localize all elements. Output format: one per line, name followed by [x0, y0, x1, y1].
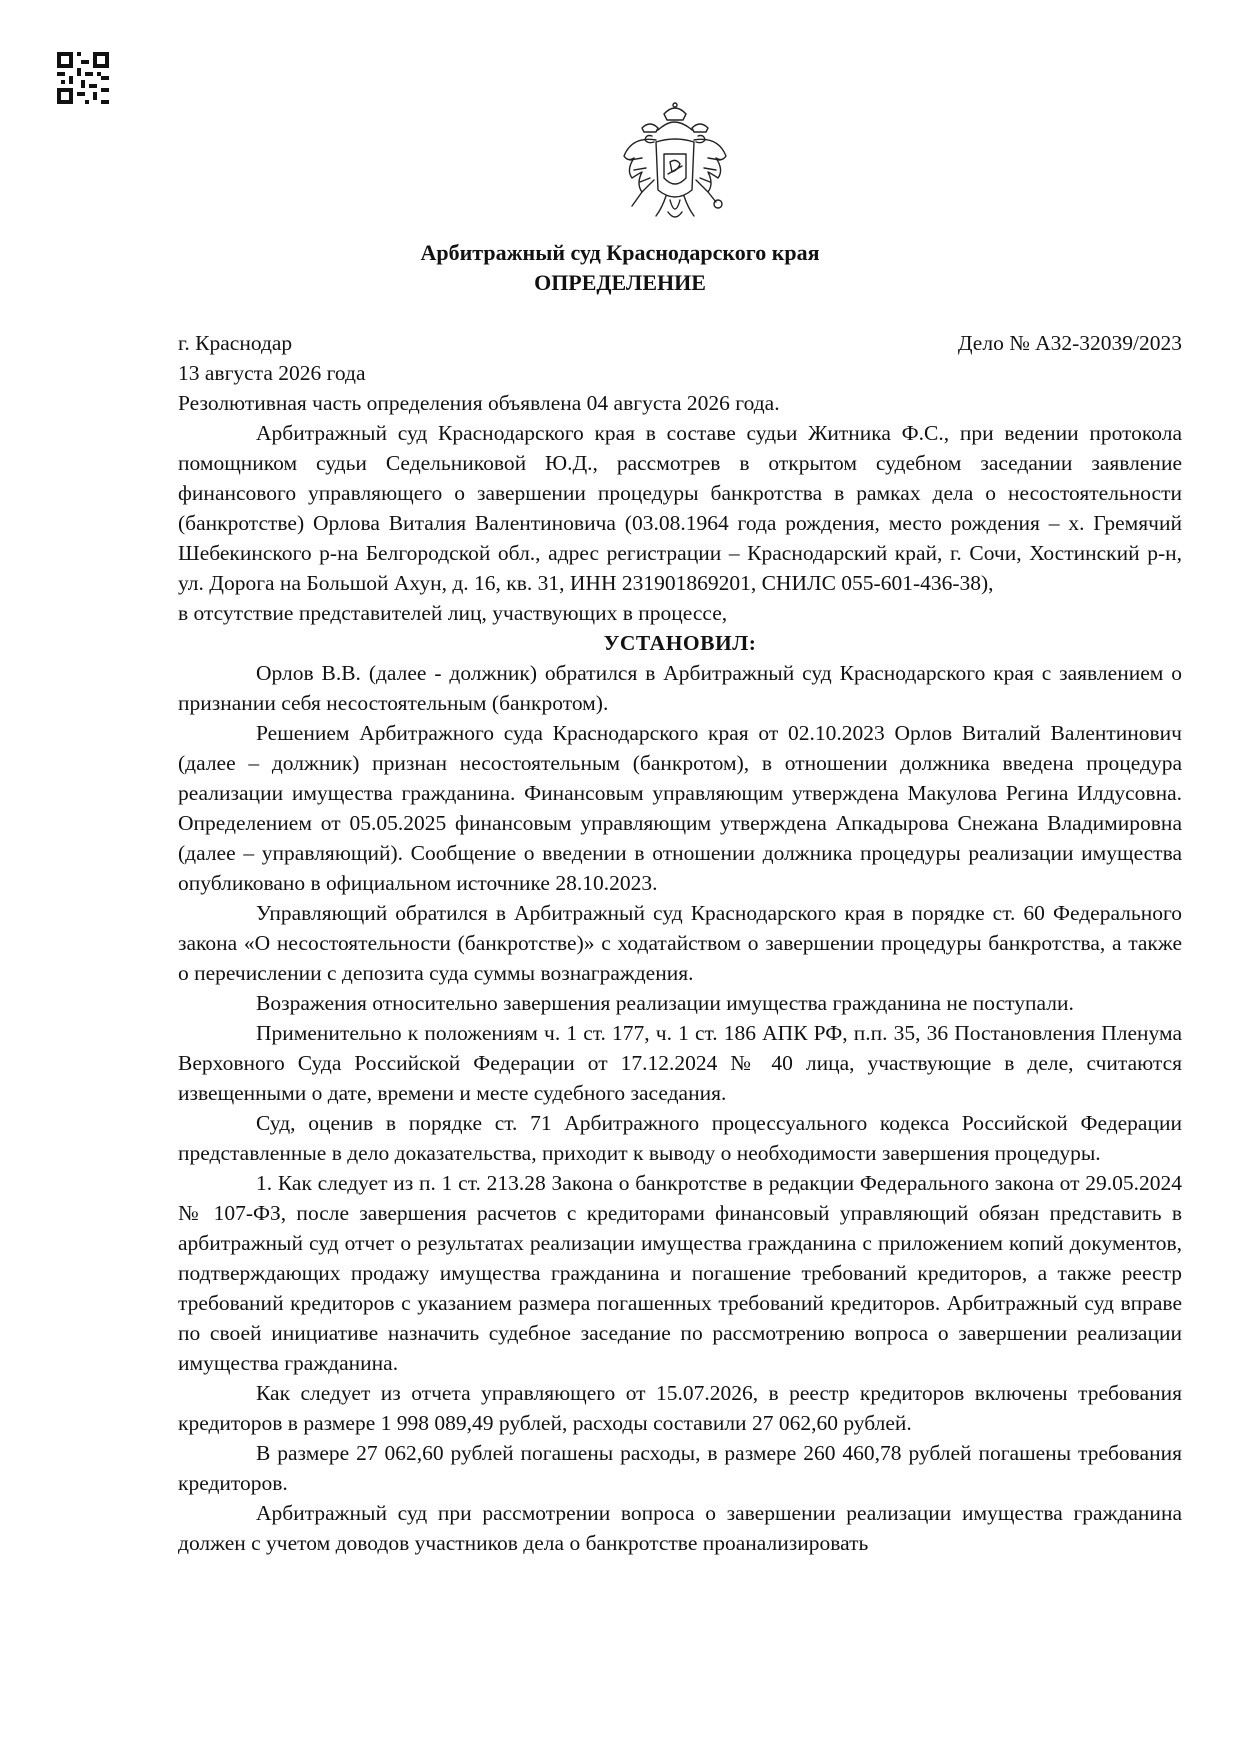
- document-title: ОПРЕДЕЛЕНИЕ: [534, 270, 706, 295]
- resolution-note: Резолютивная часть определения объявлена 04 августа 2026 года.: [178, 391, 780, 415]
- city: г. Краснодар: [178, 331, 293, 355]
- document-body: [178, 328, 1182, 1558]
- location-case-row: [178, 328, 1182, 358]
- body-paragraph: Как следует из отчета управляющего от 15.07.2026, в реестр кредиторов включены требования кредиторов в размере 1 998 089,49 рублей, расходы составили 27 062,60 рублей.: [178, 1381, 1182, 1435]
- court-name: Арбитражный суд Краснодарского края: [420, 240, 820, 265]
- body-paragraph: В размере 27 062,60 рублей погашены расходы, в размере 260 460,78 рублей погашены требования кредиторов.: [178, 1441, 1182, 1495]
- intro-paragraph: Арбитражный суд Краснодарского края в составе судьи Житника Ф.С., при ведении протокола помощником судьи Седельниковой Ю.Д., рассмотрев в открытом судебном заседании заявление финансового управляющего о завершении процедуры банкротства в рамках дела о несостоятельности (банкротстве) Орлова Виталия Валентиновича (03.08.1964 года рождения, место рождения – х. Гремячий Шебекинского р-на Белгородской обл., адрес регистрации – Краснодарский край, г. Сочи, Хостинский р-н, ул. Дорога на Большой Ахун, д. 16, кв. 31, ИНН 231901869201, СНИЛС 055-601-436-38),: [178, 421, 1182, 595]
- body-paragraph: Управляющий обратился в Арбитражный суд Краснодарского края в порядке ст. 60 Федерального закона «О несостоятельности (банкротстве)» с ходатайством о завершении процедуры банкротства, а также о перечислении с депозита суда суммы вознаграждения.: [178, 901, 1182, 985]
- case-number: Дело № А32-32039/2023: [957, 331, 1182, 355]
- body-paragraph: Применительно к положениям ч. 1 ст. 177, ч. 1 ст. 186 АПК РФ, п.п. 35, 36 Постановления Пленума Верховного Суда Российской Федерации от 17.12.2024 № 40 лица, участвующие в деле, считаются извещенными о дате, времени и месте судебного заседания.: [178, 1021, 1182, 1105]
- body-paragraph: Суд, оценив в порядке ст. 71 Арбитражного процессуального кодекса Российской Федерации представленные в дело доказательства, приходит к выводу о необходимости завершения процедуры.: [178, 1111, 1182, 1165]
- body-paragraph: Арбитражный суд при рассмотрении вопроса о завершении реализации имущества гражданина должен с учетом доводов участников дела о банкротстве проанализировать: [178, 1501, 1182, 1555]
- body-paragraph: Возражения относительно завершения реализации имущества гражданина не поступали.: [256, 991, 1074, 1015]
- qr-code: [57, 52, 109, 104]
- document-date: 13 августа 2026 года: [178, 361, 366, 385]
- section-heading: УСТАНОВИЛ:: [603, 631, 757, 655]
- body-paragraph: Решением Арбитражного суда Краснодарского края от 02.10.2023 Орлов Виталий Валентинович (далее – должник) признан несостоятельным (банкротом), в отношении должника введена процедура реализации имущества гражданина. Финансовым управляющим утверждена Макулова Регина Илдусовна. Определением от 05.05.2025 финансовым управляющим утверждена Апкадырова Снежана Владимировна (далее – управляющий). Сообщение о введении в отношении должника процедуры реализации имущества опубликовано в официальном источнике 28.10.2023.: [178, 721, 1182, 895]
- absence-note: в отсутствие представителей лиц, участвующих в процессе,: [178, 601, 728, 625]
- body-paragraph: 1. Как следует из п. 1 ст. 213.28 Закона о банкротстве в редакции Федерального закона от 29.05.2024 № 107-ФЗ, после завершения расчетов с кредиторами финансовый управляющий обязан представить в арбитражный суд отчет о результатах реализации имущества гражданина с приложением копий документов, подтверждающих продажу имущества гражданина и погашение требований кредиторов, а также реестр требований кредиторов с указанием размера погашенных требований кредиторов. Арбитражный суд вправе по своей инициативе назначить судебное заседание по рассмотрению вопроса о завершении реализации имущества гражданина.: [178, 1171, 1182, 1375]
- body-paragraph: Орлов В.В. (далее - должник) обратился в Арбитражный суд Краснодарского края с заявлением о признании себя несостоятельным (банкротом).: [178, 661, 1182, 715]
- coat-of-arms-emblem: [612, 100, 738, 225]
